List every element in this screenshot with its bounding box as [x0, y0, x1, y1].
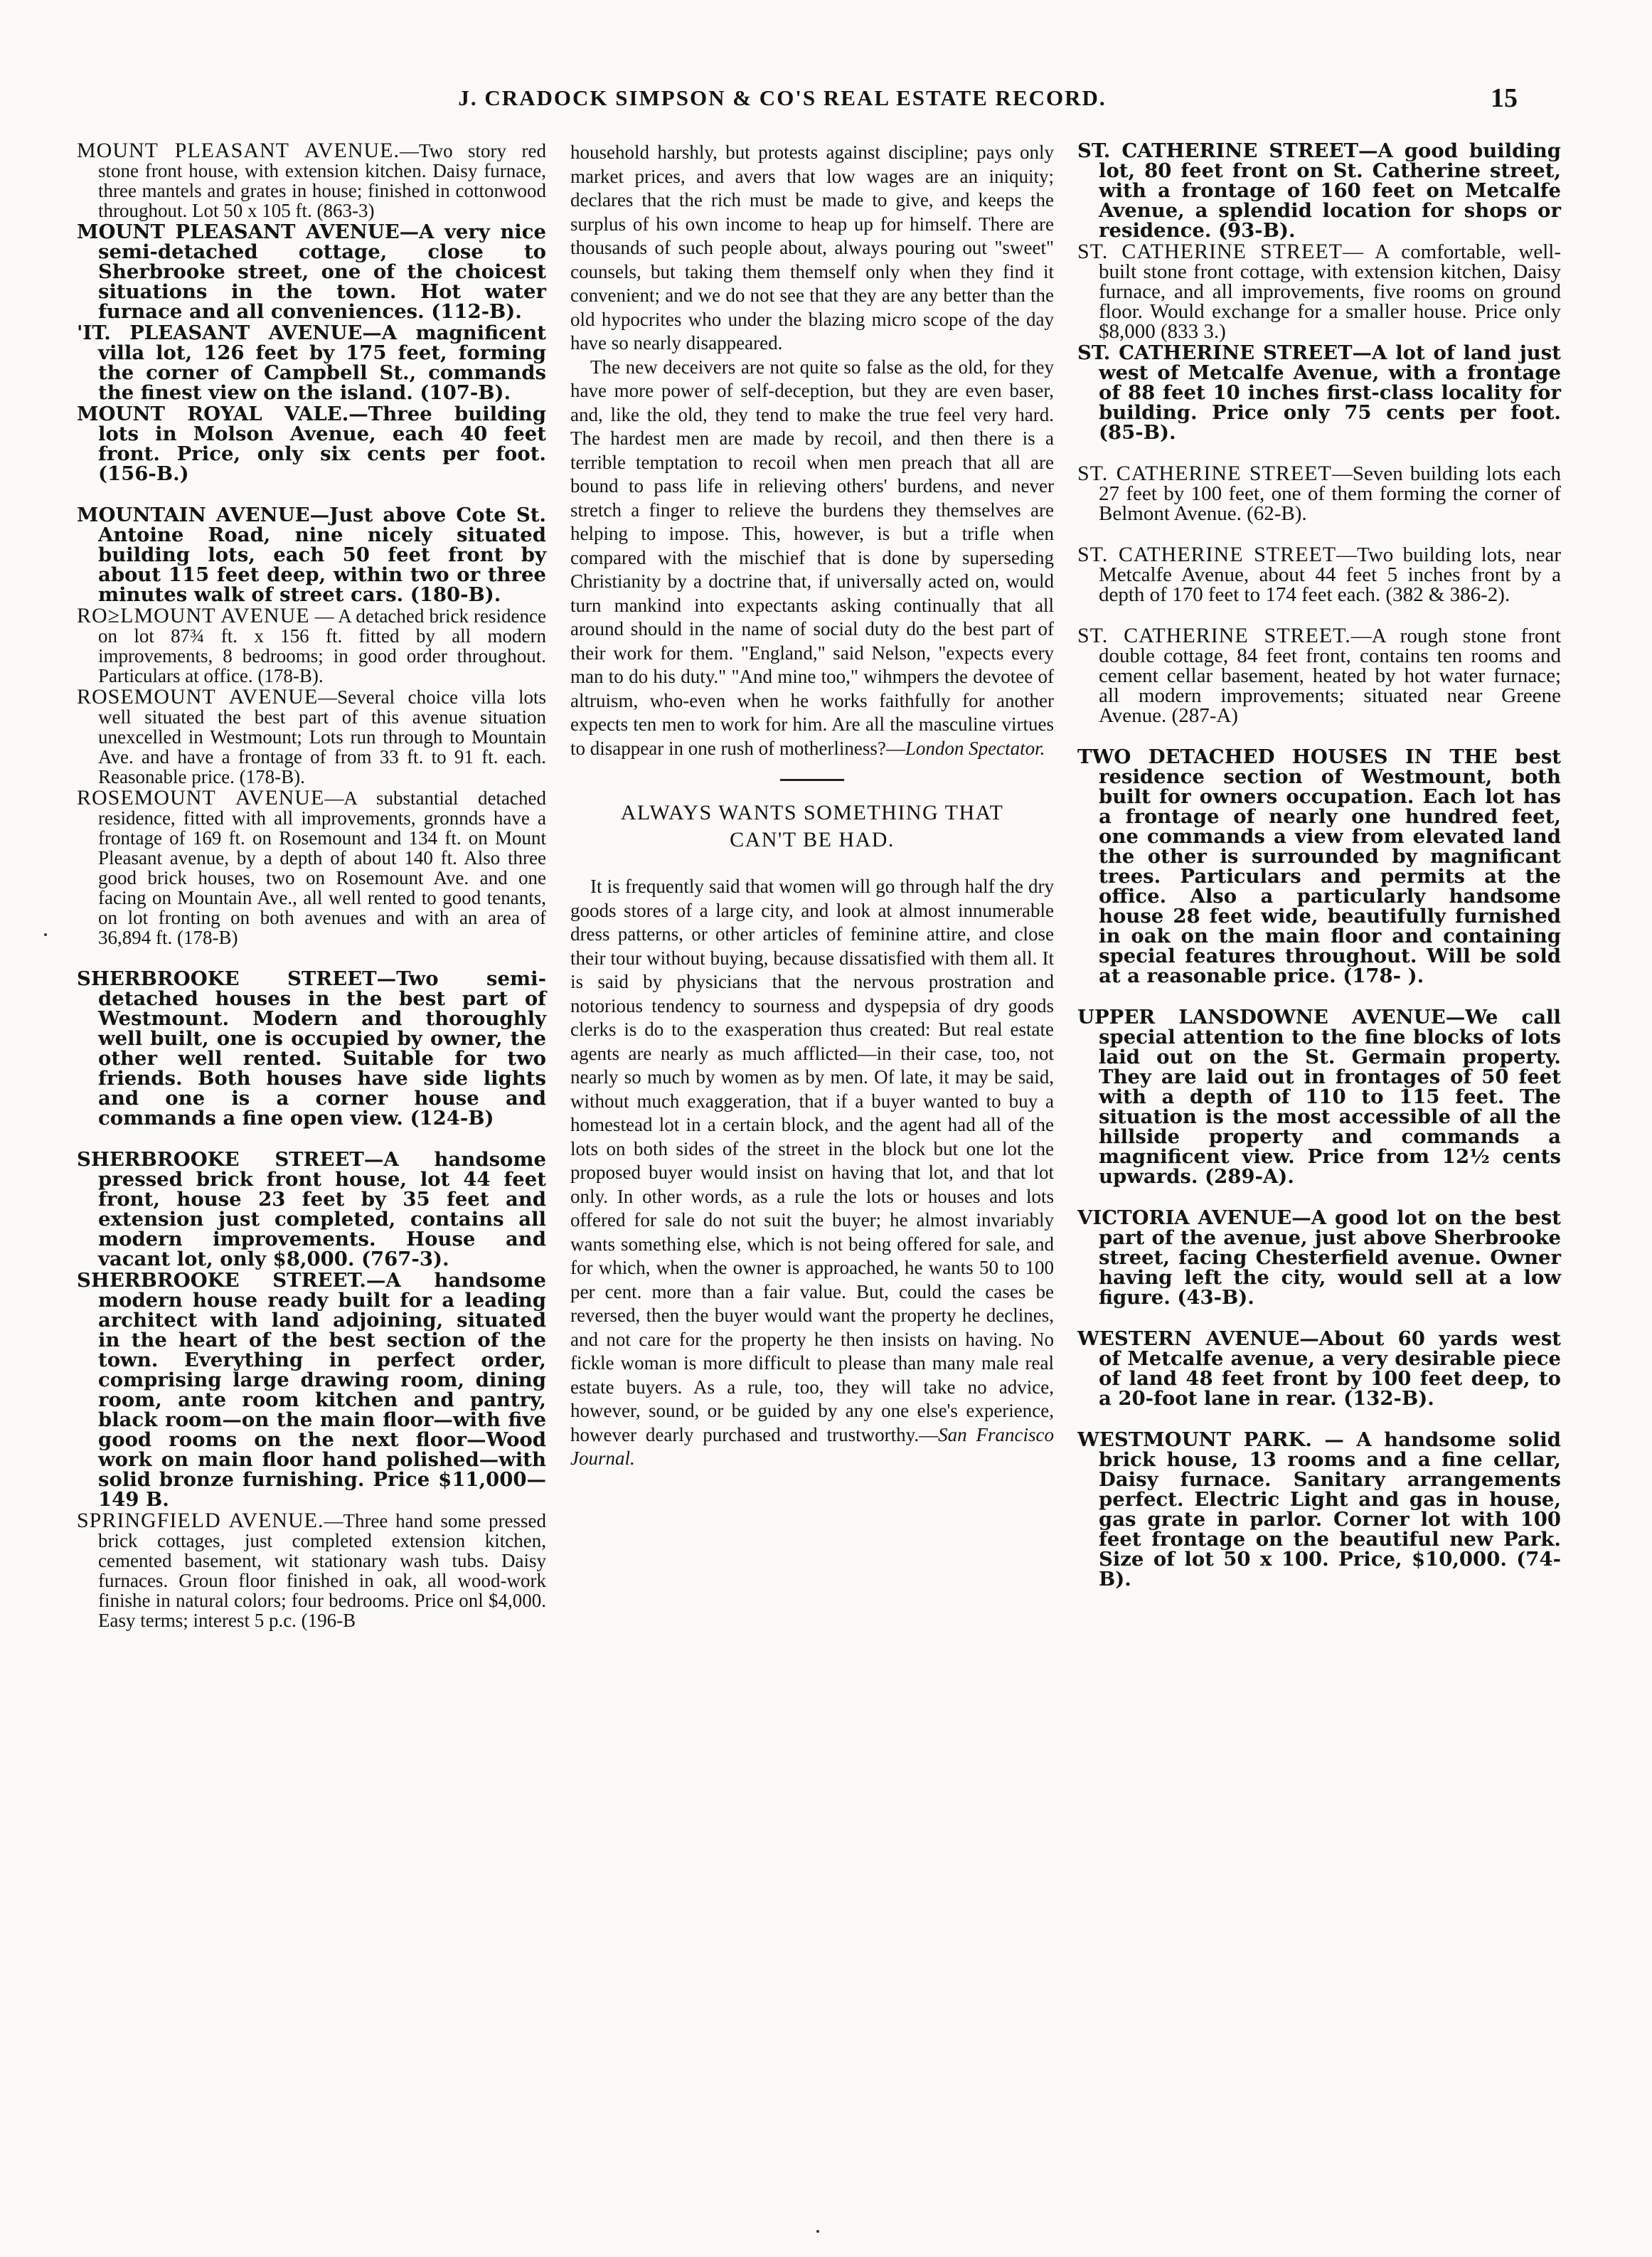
listing-heading: VICTORIA AVENUE	[1077, 1206, 1292, 1229]
listing-text: —We call special attention to the fine blocks of lots laid out on the St. Germain property. They are laid out in frontages of 50 feet with a depth of 110 to 115 feet. The situation is the most accessible of all the hillside property and commands a magnificent view. Price from 12½ cents upwards. (289-A).	[1099, 1006, 1562, 1188]
listing-text: —Two story red stone front house, with extension kitchen. Daisy furnace, three mantels and grates in house; finished in cottonwood throughout. Lot 50 x 105 ft. (863-3)	[98, 140, 546, 221]
listing-heading: RO≥LMOUNT AVENUE	[77, 604, 310, 627]
listing-text: —A very nice semi-detached cottage, close to Sherbrooke street, one of the choicest situations in the town. Hot water furnace and all conveniences. (112-B).	[98, 221, 546, 323]
listing-entry	[77, 687, 546, 787]
running-header: J. CRADOCK SIMPSON & CO'S REAL ESTATE RECORD.	[458, 85, 1107, 110]
article-source: San Francisco Journal.	[570, 1423, 1055, 1469]
listing-text: —A substantial detached residence, fitted with all improvements, gronnds have a frontage of 169 ft. on Rosemount and 134 ft. on Mount Pleasant avenue, by a depth of about 140 ft. Also three good brick houses, two on Rosemount Ave. and one facing on Mountain Ave., all well rented to good tenants, on lot fronting on both avenues and with an area of 36,894 ft. (178-B)	[98, 787, 546, 948]
listing-heading: ST. CATHERINE STREET	[1077, 341, 1353, 364]
listing-text: best residence section of Westmount, both built for owners occupation. Each lot has a frontage of nearly one hundred feet, one commands a view from elevated land the other is surrounded by magnificant trees. Particulars and permits at the office. Also a particularly handsome house 28 feet wide, beautifully furnished in oak on the main floor and containing special features throughout. Will be sold at a reasonable price. (178- ).	[1099, 745, 1562, 987]
listing-text: —A rough stone front double cottage, 84 feet front, contains ten rooms and cement cellar basement, heated by hot water furnace; all modern improvements; situated near Greene Avenue. (287-A)	[1099, 625, 1561, 727]
listing-entry	[1077, 626, 1561, 726]
listing-entry	[77, 222, 546, 322]
listing-heading: SHERBROOKE STREET	[77, 967, 377, 990]
listing-heading: MOUNT PLEASANT AVENUE	[77, 221, 400, 243]
listing-entry	[1077, 1329, 1561, 1408]
listing-text: —A lot of land just west of Metcalfe Avenue, with a frontage of 88 feet 10 inches first-class locality for building. Price only 75 cents per foot. (85-B).	[1099, 341, 1561, 444]
listing-entry	[1077, 545, 1561, 605]
middle-column	[570, 141, 1054, 1471]
listing-text: — A comfortable, well-built stone front cottage, with extension kitchen, Daisy furnace, and all improvements, five rooms on ground floor. Would exchange for a smaller house. Price only $8,000 (833 3.)	[1099, 240, 1561, 343]
article-source: London Spectator.	[905, 737, 1045, 759]
article-paragraph	[570, 875, 1054, 1471]
listing-heading: SPRINGFIELD AVENUE.	[77, 1509, 324, 1532]
listing-text: —A good lot on the best part of the avenue, just above Sherbrooke street, facing Chesterfield avenue. Owner having left the city, would sell at a low figure. (43-B).	[1099, 1206, 1561, 1309]
listing-text: —Just above Cote St. Antoine Road, nine nicely situated building lots, each 50 feet front by about 115 feet deep, within two or three minutes walk of street cars. (180-B).	[98, 504, 547, 606]
listing-text: —About 60 yards west of Metcalfe avenue, a very desirable piece of land 48 feet front by 100 feet deep, to a 20-foot lane in rear. (132-B).	[1099, 1327, 1562, 1410]
listing-entry	[77, 606, 546, 686]
listing-heading: ST. CATHERINE STREET	[1077, 139, 1358, 162]
listing-heading: ST. CATHERINE STREET	[1077, 240, 1343, 263]
listing-heading: SHERBROOKE STREET	[77, 1148, 364, 1171]
listing-entry	[1077, 141, 1561, 240]
scan-speck	[44, 933, 47, 936]
section-divider	[780, 779, 844, 781]
listing-text: —A magnificent villa lot, 126 feet by 175 feet, forming the corner of Campbell St., commands the finest view on the island. (107-B).	[98, 322, 546, 404]
listing-text: —Seven building lots each 27 feet by 100 feet, one of them forming the corner of Belmont Avenue. (62-B).	[1099, 462, 1562, 525]
listing-heading: TWO DETACHED HOUSES IN THE	[1077, 745, 1498, 768]
scan-speck	[816, 2230, 819, 2233]
listing-text: —Two building lots, near Metcalfe Avenue, about 44 feet 5 inches front by a depth of 170 feet to 174 feet each. (382 & 386-2).	[1099, 543, 1562, 606]
listing-text: —Three hand some pressed brick cottages, just completed extension kitchen, cemented basement, wit stationary wash tubs. Daisy furnaces. Groun floor finished in oak, all wood-work finishe in natural colors; four bedrooms. Price onl $4,000. Easy terms; interest 5 p.c. (196-B	[98, 1510, 546, 1631]
listing-text: — A handsome solid brick house, 13 rooms and a fine cellar, Daisy furnace. Sanitary arrangements perfect. Electric Light and gas in house, gas grate in parlor. Corner lot with 100 feet frontage on the beautiful new Park. Size of lot 50 x 100. Price, $10,000. (74-B).	[1099, 1428, 1561, 1590]
article-two	[570, 800, 1054, 1471]
listing-entry	[77, 404, 546, 484]
article-paragraph: household harshly, but protests against discipline; pays only market prices, and avers that low wages are an iniquity; declares that the rich must be made to give, and keeps the surplus of his own income to heap up for himself. There are thousands of such people about, always pouring out "sweet" counsels, but taking them themself only when they find it convenient; and we do not see that they are any better than the old hypocrites who under the blazing micro scope of the day have so nearly disappeared.	[570, 142, 1054, 354]
listing-entry	[77, 1511, 546, 1630]
listing-entry	[1077, 747, 1561, 986]
listing-heading: ST. CATHERINE STREET	[1077, 462, 1332, 485]
listing-text: —Three building lots in Molson Avenue, each 40 feet front. Price, only six cents per foot. (156-B.)	[98, 403, 547, 485]
listing-heading: MOUNT ROYAL VALE.	[77, 403, 349, 425]
listing-entry	[77, 141, 546, 221]
listing-text: —Several choice villa lots well situated the best part of this avenue situation unexcelled in Westmount; Lots run through to Mountain Ave. and have a frontage of from 33 ft. to 91 ft. each. Reasonable price. (178-B).	[98, 686, 546, 787]
listing-heading: WESTERN AVENUE	[1077, 1327, 1300, 1350]
listing-entry	[77, 969, 546, 1128]
listing-heading: MOUNTAIN AVENUE	[77, 504, 310, 526]
listing-entry	[1077, 1208, 1561, 1307]
listing-text: —Two semi-detached houses in the best part of Westmount. Modern and thoroughly well built, one is occupied by owner, the other well rented. Suitable for two friends. Both houses have side lights and one is a corner house and commands a fine open view. (124-B)	[98, 967, 546, 1130]
listing-text: —A handsome modern house ready built for a leading architect with land adjoining, situated in the heart of the best section of the town. Everything in perfect order, comprising large drawing room, dining room, ante room kitchen and pantry, black room—on the main floor—with five good rooms on the next floor—Wood work on main floor hand polished—with solid bronze furnishing. Price $11,000—149 B.	[98, 1269, 546, 1511]
listing-heading: MOUNT PLEASANT AVENUE.	[77, 139, 400, 162]
article-title	[570, 800, 1054, 854]
listing-entry	[77, 323, 546, 403]
listing-heading: UPPER LANSDOWNE AVENUE	[1077, 1006, 1446, 1029]
listing-entry	[77, 1149, 546, 1269]
listing-text: —A handsome pressed brick front house, lot 44 feet front, house 23 feet by 35 feet and extension just completed, contains all modern improvements. House and vacant lot, only $8,000. (767-3).	[98, 1148, 546, 1270]
listing-text: —A good building lot, 80 feet front on St. Catherine street, with a frontage of 160 feet on Metcalfe Avenue, a splendid location for shops or residence. (93-B).	[1099, 139, 1561, 242]
listing-entry	[77, 505, 546, 605]
listing-heading: 'IT. PLEASANT AVENUE	[77, 322, 363, 344]
article-one	[570, 141, 1054, 760]
listing-entry	[1077, 1430, 1561, 1589]
article-title-line: ALWAYS WANTS SOMETHING THAT	[620, 801, 1004, 824]
listing-entry	[77, 1270, 546, 1509]
article-paragraph	[570, 356, 1054, 761]
listing-heading: ST. CATHERINE STREET.	[1077, 624, 1351, 647]
listing-heading: ROSEMOUNT AVENUE	[77, 786, 325, 809]
listing-entry	[1077, 464, 1561, 524]
listing-entry	[1077, 1007, 1561, 1186]
listing-heading: ROSEMOUNT AVENUE	[77, 685, 319, 708]
listing-text: — A detached brick residence on lot 87¾ ft. x 156 ft. fitted by all modern improvements, 8 bedrooms; in good order throughout. Particulars at office. (178-B).	[98, 605, 546, 686]
listing-heading: SHERBROOKE STREET.	[77, 1269, 366, 1292]
article-title-line: CAN'T BE HAD.	[730, 828, 895, 851]
listing-heading: ST. CATHERINE STREET	[1077, 543, 1337, 566]
left-column	[77, 141, 546, 1630]
page-number: 15	[1491, 83, 1518, 113]
listing-heading: WESTMOUNT PARK.	[1077, 1428, 1312, 1451]
right-column	[1077, 141, 1561, 1589]
listing-entry	[77, 788, 546, 947]
listing-entry	[1077, 242, 1561, 341]
listing-entry	[1077, 343, 1561, 442]
article-paragraph-text: It is frequently said that women will go through half the dry goods stores of a large city, and look at almost innumerable dress patterns, or other articles of feminine attire, and close their tour without buying, because dissatisfied with them all. It is said by physicians that the nervous prostration and notorious tendency to sourness and dyspepsia of dry goods clerks is do to the exasperation thus created: But real estate agents are nearly as much afflicted—in their case, too, not nearly so much by women as by men. Of late, it may be said, without much exaggeration, that if a buyer wanted to buy a homestead lot in a certain block, and the agent had all of the lots on both sides of the street in the block but one lot the proposed buyer would insist on having that lot, and that lot only. In other words, as a rule the lots or houses and lots offered for sale do not suit the buyer; he almost invariably wants something else, which is not being offered for sale, and for which, when the owner is approached, he wants 50 to 100 per cent. more than a fair value. But, could the cases be reversed, then the buyer would want the property he declines, and not care for the property he then insists on having. No fickle woman is more difficult to please than many male real estate buyers. As a rule, too, they will take no advice, however, sound, or be guided by any one else's experience, however dearly purchased and trustworthy.—	[570, 876, 1054, 1445]
article-paragraph-text: The new deceivers are not quite so false as the old, for they have more power of self-deception, but they are even baser, and, like the old, they tend to make the true feel very hard. The hardest men are made by recoil, and then there is a terrible temptation to recoil when men preach that all are bound to pass life in relieving others' burdens, and never stretch a finger to relieve the burdens they themselves are helping to impose. This, however, is but a trifle when compared with the mischief that is done by superseding Christianity by a doctrine that, if universally acted on, would turn mankind into expectants asking continually that all around should in the name of social duty do the best part of their work for them. "England," said Nelson, "expects every man to do his duty." "And mine too," wihmpers the devotee of altruism, who-even when he works faithfully for another expects ten men to work for him. Are all the masculine virtues to disappear in one rush of motherliness?—	[570, 356, 1054, 759]
